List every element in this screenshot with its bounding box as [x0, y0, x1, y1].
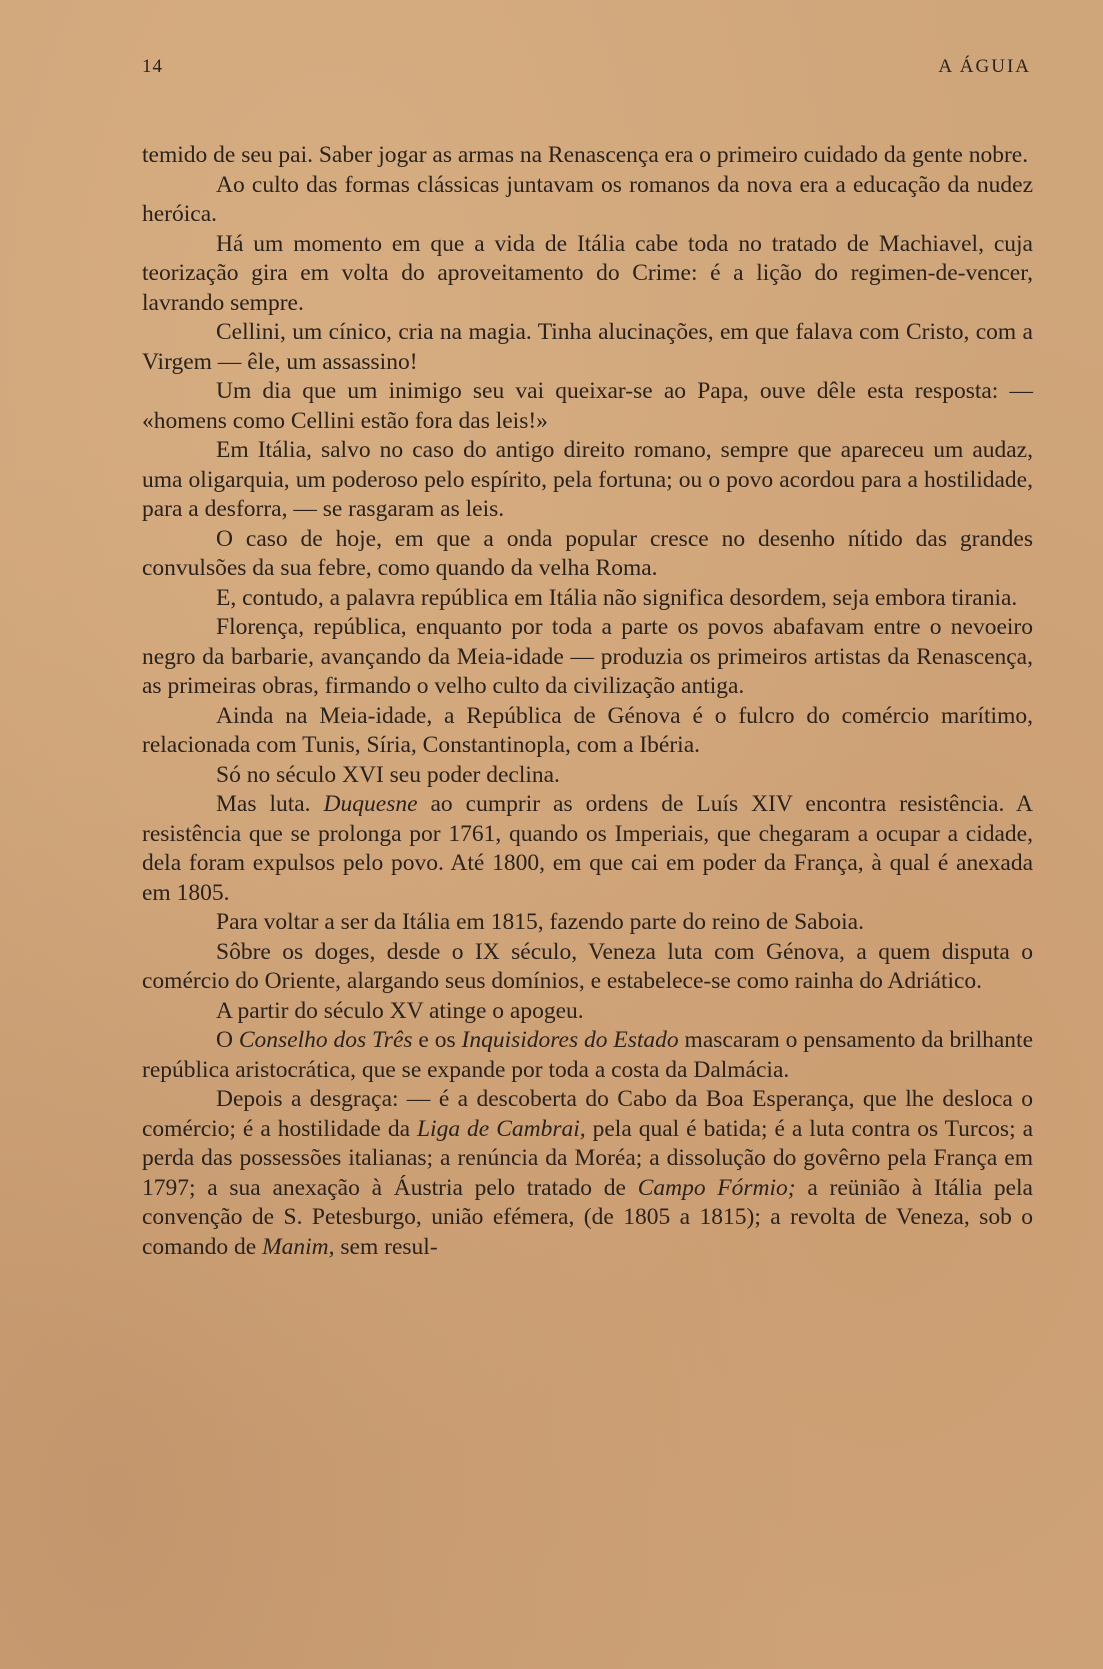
- paragraph: [142, 1085, 1033, 1262]
- paragraph: Um dia que um inimigo seu vai queixar-se ao Papa, ouve dêle esta resposta: — «homens como Cellini estão fora das leis!»: [142, 378, 1033, 434]
- italic-text: Liga de Cambrai,: [416, 1115, 586, 1142]
- text-segment: pela qual é batida; é a luta contra os Turcos; a perda das possessões italianas; a renúncia da Moréa; a dissolução do govêrno pela França em 1797; a sua anexação à Áustria pelo tratado de: [142, 1115, 1033, 1201]
- paragraph: temido de seu pai. Saber jogar as armas na Renascença era o primeiro cuidado da gente nobre.: [142, 142, 1029, 168]
- paragraph: Ao culto das formas clássicas juntavam os romanos da nova era a educação da nudez heróica.: [142, 171, 1033, 227]
- text-segment: Mas luta.: [216, 791, 324, 817]
- paragraph: Cellini, um cínico, cria na magia. Tinha alucinações, em que falava com Cristo, com a Virgem — êle, um assassino!: [142, 319, 1033, 375]
- italic-text: Campo Fórmio;: [637, 1174, 796, 1201]
- text-segment: O: [216, 1027, 239, 1053]
- text-segment: e os: [412, 1027, 462, 1053]
- paragraph: Há um momento em que a vida de Itália cabe toda no tratado de Machiavel, cuja teorização gira em volta do aproveitamento do Crime: é a lição do regimen-de-vencer, lavrando sempre.: [142, 230, 1033, 316]
- italic-text: Inquisidores do Estado: [461, 1027, 679, 1053]
- paragraph: O caso de hoje, em que a onda popular cresce no desenho nítido das grandes convulsões da sua febre, como quando da velha Roma.: [142, 525, 1033, 581]
- paragraph: [142, 1026, 1033, 1085]
- text-segment: ao cumprir as ordens de Luís XIV encontra resistência. A resistência que se prolonga por 1761, quando os Imperiais, que chegaram a ocupar a cidade, dela foram expulsos pelo povo. Até 1800, em que cai em poder da França, à qual é anexada em 1805.: [142, 791, 1033, 906]
- paragraph: Só no século XVI seu poder declina.: [216, 761, 560, 788]
- paragraph: [142, 790, 1033, 908]
- paragraph: Florença, república, enquanto por toda a parte os povos abafavam entre o nevoeiro negro da barbarie, avançando da Meia-idade — produzia os primeiros artistas da Renascença, as primeiras obras, firmando o velho culto da civilização antiga.: [142, 614, 1033, 699]
- paragraph: Ainda na Meia-idade, a República de Génova é o fulcro do comércio marítimo, relacionada com Tunis, Síria, Constantinopla, com a Ibéria.: [142, 702, 1033, 758]
- italic-text: Duquesne: [323, 791, 418, 817]
- italic-text: Conselho dos Três: [238, 1027, 413, 1053]
- paragraph: Em Itália, salvo no caso do antigo direito romano, sempre que apareceu um audaz, uma oligarquia, um poderoso pelo espírito, pela fortuna; ou o povo acordou para a hostilidade, para a desforra, — se rasgaram as leis.: [142, 437, 1033, 522]
- paragraph: Para voltar a ser da Itália em 1815, fazendo parte do reino de Saboia.: [216, 909, 864, 935]
- italic-text: Manim,: [262, 1233, 335, 1260]
- text-segment: mascaram o pensamento da brilhante república aristocrática, que se expande por toda a costa da Dalmácia.: [142, 1027, 1034, 1083]
- journal-title: A ÁGUIA: [938, 56, 1031, 77]
- text-segment: a reünião à Itália pela convenção de S. Petesburgo, união efémera, (de 1805 a 1815); a revolta de Veneza, sob o comando de: [142, 1174, 1033, 1260]
- text-segment: Depois a desgraça: — é a descoberta do Cabo da Boa Esperança, que lhe desloca o comércio; é a hostilidade da: [142, 1086, 1033, 1142]
- running-header: [142, 56, 1031, 84]
- article-body: [142, 141, 1033, 1262]
- paragraph: E, contudo, a palavra república em Itália não significa desordem, seja embora tirania.: [216, 584, 1018, 611]
- paragraph: A partir do século XV atinge o apogeu.: [216, 997, 584, 1024]
- page-number: 14: [142, 56, 163, 77]
- paragraph: Sôbre os doges, desde o IX século, Veneza luta com Génova, a quem disputa o comércio do Oriente, alargando seus domínios, e estabelece-se como rainha do Adriático.: [142, 938, 1033, 994]
- text-segment: sem resul-: [334, 1233, 438, 1260]
